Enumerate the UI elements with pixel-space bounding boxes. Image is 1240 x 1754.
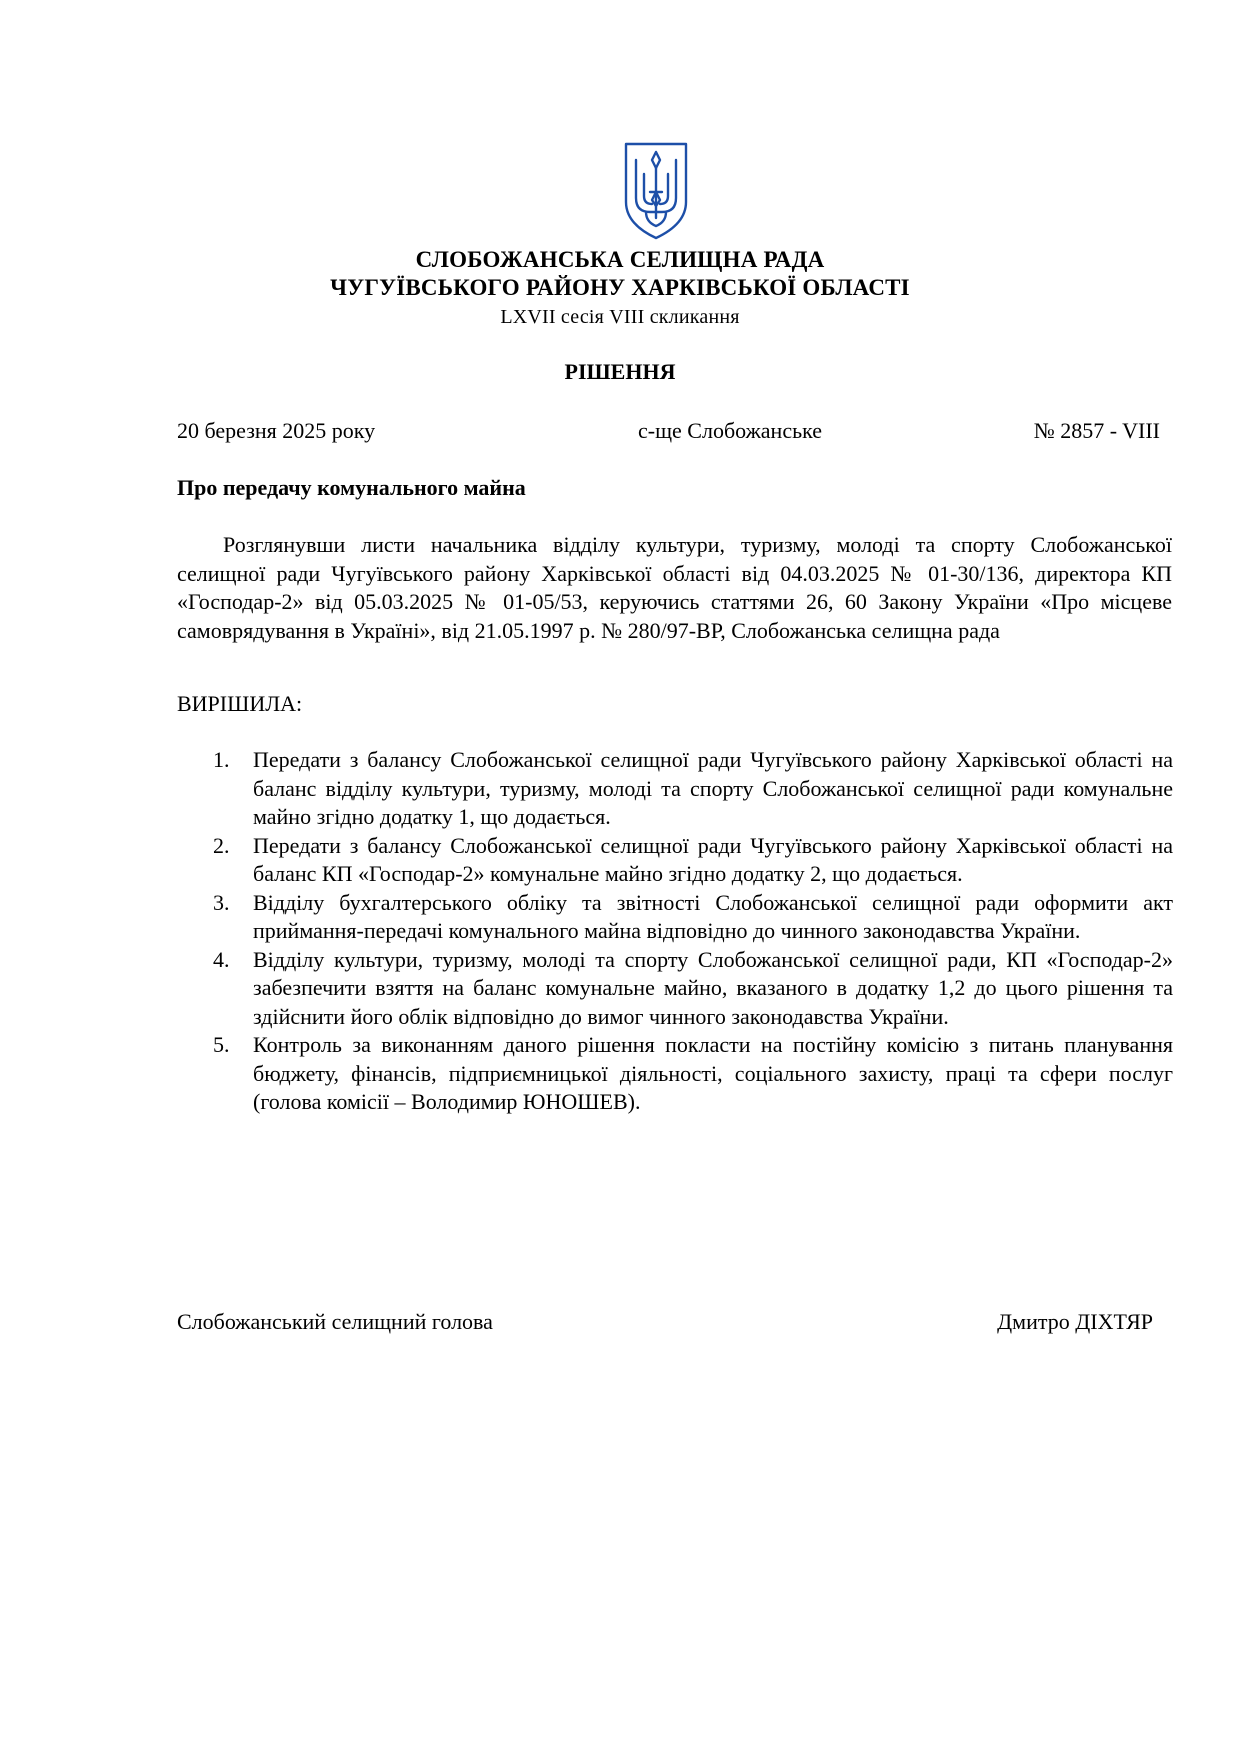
list-item-text: Передати з балансу Слобожанської селищної ради Чугуївського району Харківської області на баланс КП «Господар-2» комунальне майно згідно додатку 2, що додається.: [253, 832, 1173, 886]
document-type: РІШЕННЯ: [564, 359, 676, 384]
document-date: 20 березня 2025 року: [177, 418, 376, 443]
document-meta: [177, 417, 1177, 445]
decisions-list: [213, 746, 1173, 1117]
document-subject: Про передачу комунального майна: [177, 475, 526, 500]
list-item-number: 1.: [213, 747, 230, 772]
list-item-number: 4.: [213, 946, 230, 972]
district-region-name: ЧУГУЇВСЬКОГО РАЙОНУ ХАРКІВСЬКОЇ ОБЛАСТІ: [330, 275, 910, 300]
council-name: СЛОБОЖАНСЬКА СЕЛИЩНА РАДА: [415, 247, 825, 272]
list-item: [213, 1031, 1173, 1117]
signature-block: [177, 1308, 1153, 1336]
list-item: [213, 946, 1173, 1032]
list-item-text: Передати з балансу Слобожанської селищної ради Чугуївського району Харківської області на баланс відділу культури, туризму, молоді та спорту Слобожанської селищної ради комунальне майно згідно додатку 1, що додається.: [253, 747, 1173, 829]
coat-of-arms-of-ukraine-icon: [622, 140, 690, 242]
list-item: [213, 746, 1173, 832]
list-item: [213, 889, 1173, 946]
signatory-title: Слобожанський селищний голова: [177, 1309, 493, 1334]
decided-label: ВИРІШИЛА:: [177, 691, 303, 716]
list-item-number: 5.: [213, 1032, 230, 1057]
list-item-text: Відділу бухгалтерського обліку та звітності Слобожанської селищної ради оформити акт приймання-передачі комунального майна відповідно до чинного законодавства України.: [253, 889, 1173, 943]
list-item-number: 3.: [213, 889, 230, 915]
session-info: LXVII сесія VIII скликання: [500, 306, 740, 328]
document-number: № 2857 - VIII: [1033, 418, 1160, 443]
signatory-name: Дмитро ДІХТЯР: [997, 1309, 1153, 1334]
preamble-paragraph: Розглянувши листи начальника відділу культури, туризму, молоді та спорту Слобожанської селищної ради Чугуївського району Харківської області від 04.03.2025 № 01-30/136, директора КП «Господар-2» від 05.03.2025 № 01-05/53, керуючись статтями 26, 60 Закону України «Про місцеве самоврядування в Україні», від 21.05.1997 р. № 280/97-ВР, Слобожанська селищна рада: [177, 532, 1172, 643]
list-item-text: Контроль за виконанням даного рішення покласти на постійну комісію з питань планування бюджету, фінансів, підприємницької діяльності, соціального захисту, праці та сфери послуг (голова комісії – Володимир ЮНОШЕВ).: [253, 1032, 1173, 1114]
document-place: с-ще Слобожанське: [638, 418, 823, 443]
list-item-number: 2.: [213, 832, 230, 858]
list-item-text: Відділу культури, туризму, молоді та спорту Слобожанської селищної ради, КП «Господар-2» забезпечити взяття на баланс комунальне майно, вказаного в додатку 1,2 до цього рішення та здійснити його облік відповідно до вимог чинного законодавства України.: [253, 946, 1173, 1029]
list-item: [213, 832, 1173, 889]
